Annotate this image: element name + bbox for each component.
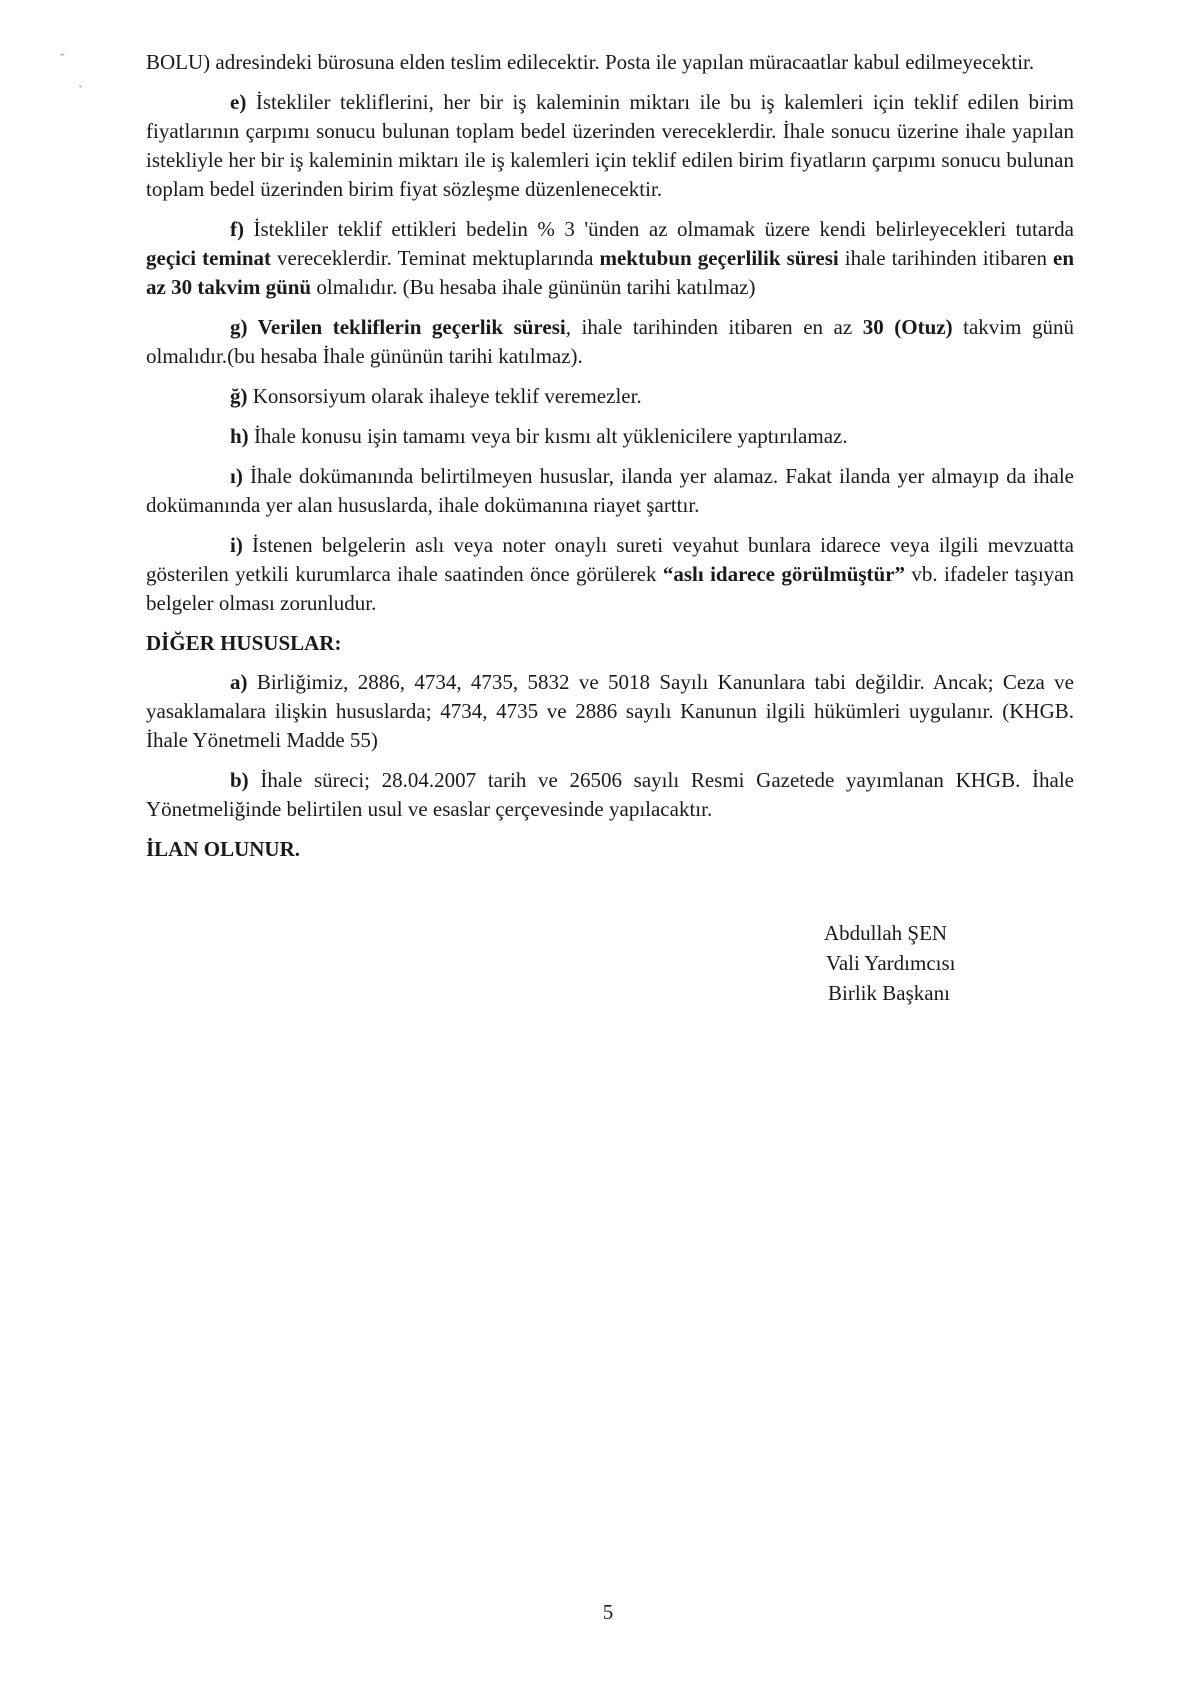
signatory-title: Vali Yardımcısı	[826, 951, 956, 975]
item-label: f)	[230, 217, 244, 241]
item-label: b)	[230, 768, 249, 792]
paragraph-i	[146, 531, 1074, 618]
signature-block	[824, 918, 1084, 1008]
paragraph-address	[146, 48, 1074, 77]
paragraph-h	[146, 422, 1074, 451]
emphasis-text: 30 (Otuz)	[862, 315, 953, 339]
emphasis-text: geçici teminat	[146, 246, 271, 270]
paragraph-g	[146, 313, 1074, 371]
item-label: ı)	[230, 464, 243, 488]
item-label: a)	[230, 670, 248, 694]
scan-mark: ˇ	[60, 52, 65, 67]
paragraph-text: BOLU) adresindeki bürosuna elden teslim edilecektir. Posta ile yapılan müracaatlar kabul edilmeyecektir.	[146, 50, 1035, 74]
paragraph-text: vb. ifadeler taşıyan belgeler olması zorunludur.	[146, 562, 1074, 615]
paragraph-other-b	[146, 766, 1074, 824]
document-body	[146, 48, 1074, 874]
paragraph-text: İhale dokümanında belirtilmeyen hususlar, ilanda yer alamaz. Fakat ilanda yer almayıp da ihale dokümanında yer alan hususlarda, ihale dokümanına riayet şarttır.	[146, 464, 1074, 517]
item-label: e)	[230, 90, 247, 114]
emphasis-text: en az 30 takvim günü	[146, 246, 1074, 299]
paragraph-text: , ihale tarihinden itibaren en az	[565, 315, 863, 339]
item-label: g)	[230, 315, 248, 339]
closing-statement: İLAN OLUNUR.	[146, 837, 301, 861]
page-number: 5	[602, 1600, 614, 1624]
item-label: h)	[230, 424, 249, 448]
scan-mark: ˋ	[78, 84, 83, 99]
paragraph-f	[146, 215, 1074, 302]
emphasis-text: mektubun geçerlilik süresi	[599, 246, 839, 270]
paragraph-text: İhale konusu işin tamamı veya bir kısmı alt yüklenicilere yaptırılamaz.	[248, 424, 848, 448]
paragraph-text: olmalıdır. (Bu hesaba ihale gününün tarihi katılmaz)	[311, 275, 756, 299]
item-label: i)	[230, 533, 243, 557]
paragraph-text: Konsorsiyum olarak ihaleye teklif veremezler.	[247, 384, 642, 408]
signatory-name: Abdullah ŞEN	[824, 921, 948, 945]
paragraph-text: İstekliler tekliflerini, her bir iş kaleminin miktarı ile bu iş kalemleri için teklif edilen birim fiyatlarının çarpımı sonucu bulunan toplam bedel üzerinden vereceklerdir. İhale sonucu üzerine ihale yapılan istekliyle her bir iş kaleminin miktarı ile iş kalemleri için teklif edilen birim fiyatların çarpımı sonucu bulunan toplam bedel üzerinden birim fiyat sözleşme düzenlenecektir.	[146, 90, 1074, 201]
paragraph-i-dotless	[146, 462, 1074, 520]
emphasis-text: “aslı idarece görülmüştür”	[662, 562, 906, 586]
emphasis-text: Verilen tekliflerin geçerlik süresi	[247, 315, 566, 339]
paragraph-other-a	[146, 668, 1074, 755]
paragraph-text: ihale tarihinden itibaren	[838, 246, 1053, 270]
paragraph-text: Birliğimiz, 2886, 4734, 4735, 5832 ve 5018 Sayılı Kanunlara tabi değildir. Ancak; Ceza ve yasaklamalara ilişkin hususlarda; 4734, 4735 ve 2886 sayılı Kanunun ilgili hükümleri uygulanır. (KHGB. İhale Yönetmeli Madde 55)	[146, 670, 1074, 752]
paragraph-text: vereceklerdir. Teminat mektuplarında	[271, 246, 600, 270]
paragraph-text: İstenen belgelerin aslı veya noter onaylı sureti veyahut bunlara idarece veya ilgili mevzuatta gösterilen yetkili kurumlarca ihale saatinden önce görülerek	[146, 533, 1074, 586]
section-heading: DİĞER HUSUSLAR:	[146, 631, 342, 655]
paragraph-e	[146, 88, 1074, 204]
paragraph-text: takvim günü olmalıdır.(bu hesaba İhale gününün tarihi katılmaz).	[146, 315, 1074, 368]
signatory-title: Birlik Başkanı	[828, 981, 950, 1005]
item-label: ğ)	[230, 384, 248, 408]
paragraph-text: İstekliler teklif ettikleri bedelin % 3 'ünden az olmamak üzere kendi belirleyecekleri tutarda	[244, 217, 1074, 241]
paragraph-text: İhale süreci; 28.04.2007 tarih ve 26506 sayılı Resmi Gazetede yayımlanan KHGB. İhale Yönetmeliğinde belirtilen usul ve esaslar çerçevesinde yapılacaktır.	[146, 768, 1074, 821]
paragraph-g-breve	[146, 382, 1074, 411]
